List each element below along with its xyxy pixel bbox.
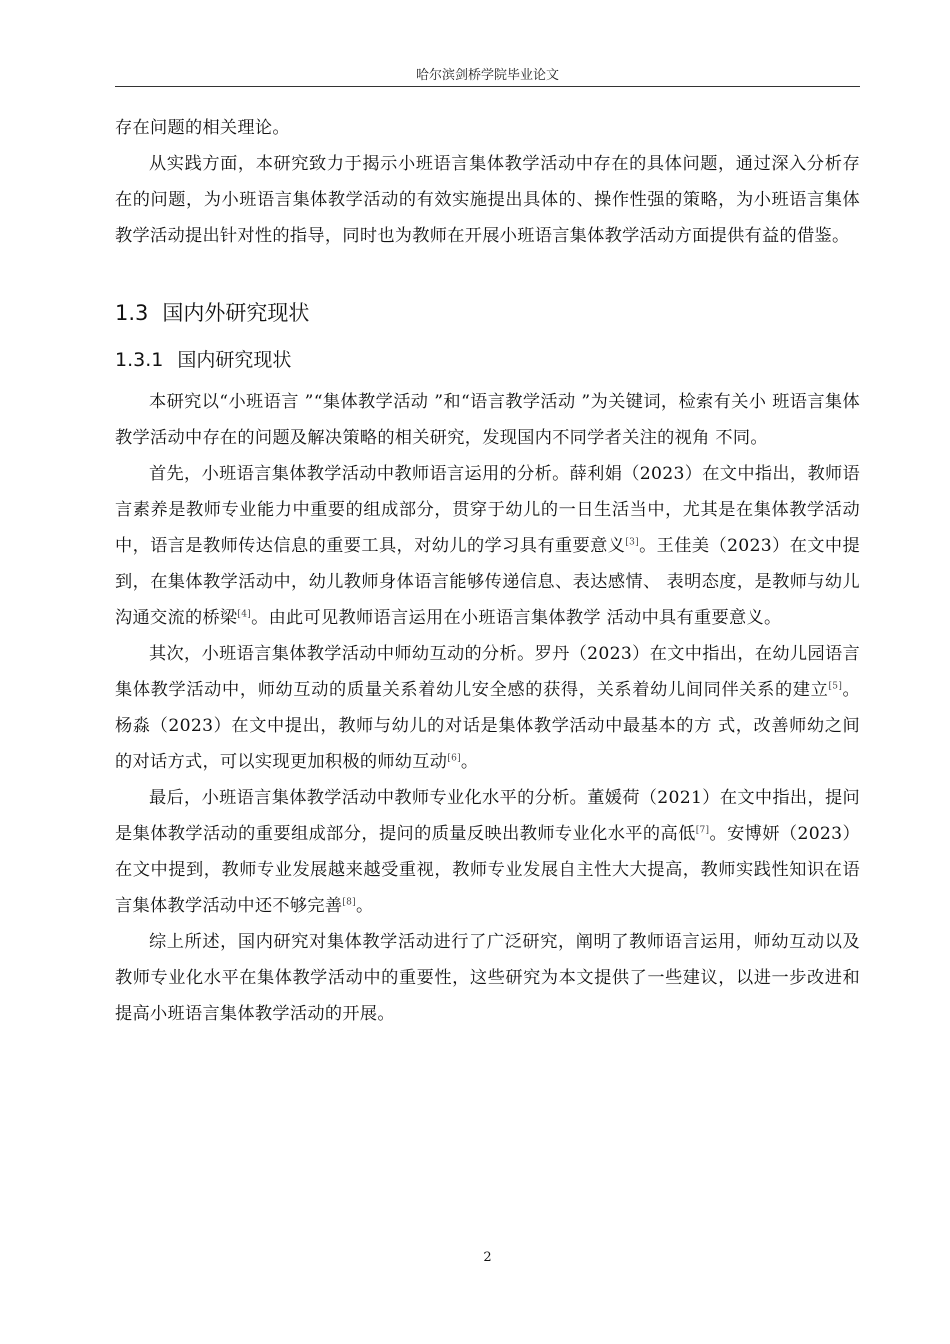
paragraph-intro: 本研究以“小班语言 ”“集体教学活动 ”和“语言教学活动 ”为关键词，检索有关小 班语言集体教学活动中存在的问题及解决策略的相关研究，发现国内不同学者关注的视角 不同。 (115, 392, 860, 448)
text-segment: 首先，小班语言集体教学活动中教师语言运用的分析。薛利娟（2023）在文中指出，教师语言素养是教师专业能力中重要的组成部分，贯穿于幼儿的一日生活当中，尤其是在集体教学活动中，语言是教师传达信息的重要工具，对幼儿的学习具有重要意义 (115, 464, 860, 556)
text-segment: 。 (356, 896, 374, 916)
text-segment: 其次，小班语言集体教学活动中师幼互动的分析。罗丹（2023）在文中指出，在幼儿园语言集体教学活动中，师幼互动的质量关系着幼儿安全感的获得，关系着幼儿间同伴关系的建立 (115, 644, 860, 700)
text-segment: 。由此可见教师语言运用在小班语言集体教学 活动中具有重要意义。 (251, 608, 782, 628)
paragraph-interaction (115, 636, 860, 780)
document-body (115, 110, 860, 1032)
paragraph-summary: 综上所述，国内研究对集体教学活动进行了广泛研究，阐明了教师语言运用，师幼互动以及教师专业化水平在集体教学活动中的重要性，这些研究为本文提供了一些建议，以进一步改进和提高小班语言集体教学活动的开展。 (115, 932, 860, 1024)
citation-ref: [4] (237, 609, 252, 620)
text-segment: 。杨淼（2023）在文中提出，教师与幼儿的对话是集体教学活动中最基本的方 式，改善师幼之间的对话方式，可以实现更加积极的师幼互动 (115, 680, 860, 772)
page-number: 2 (483, 1250, 492, 1265)
paragraph-professionalism (115, 780, 860, 924)
subsection-number: 1.3.1 (115, 349, 164, 371)
citation-ref: [8] (342, 897, 356, 908)
text-segment: 。 (460, 752, 479, 772)
text-segment: 。安博妍（2023）在文中提到，教师专业发展越来越受重视，教师专业发展自主性大大提高，教师实践性知识在语言集体教学活动中还不够完善 (115, 824, 860, 916)
text-segment: 。王佳美（2023）在文中提到，在集体教学活动中，幼儿教师身体语言能够传递信息、表达感情、 表明态度，是教师与幼儿沟通交流的桥梁 (115, 536, 860, 628)
text-segment: 最后，小班语言集体教学活动中教师专业化水平的分析。董媛荷（2021）在文中指出，提问是集体教学活动的重要组成部分，提问的质量反映出教师专业化水平的高低 (115, 788, 860, 844)
section-heading (115, 298, 860, 328)
subsection-title: 国内研究现状 (177, 349, 292, 371)
header-divider (115, 86, 860, 87)
section-number: 1.3 (115, 301, 149, 325)
running-header: 哈尔滨剑桥学院毕业论文 (415, 68, 559, 83)
section-title: 国内外研究现状 (162, 301, 310, 325)
paragraph-practice: 从实践方面，本研究致力于揭示小班语言集体教学活动中存在的具体问题，通过深入分析存在的问题，为小班语言集体教学活动的有效实施提出具体的、操作性强的策略，为小班语言集体教学活动提出针对性的指导，同时也为教师在开展小班语言集体教学活动方面提供有益的借鉴。 (115, 154, 860, 246)
citation-ref: [3] (625, 537, 639, 548)
citation-ref: [7] (695, 825, 710, 836)
subsection-heading (115, 346, 860, 374)
citation-ref: [6] (447, 753, 461, 764)
paragraph-teacher-language (115, 456, 860, 636)
paragraph-continued: 存在问题的相关理论。 (115, 118, 290, 138)
citation-ref: [5] (828, 681, 843, 692)
